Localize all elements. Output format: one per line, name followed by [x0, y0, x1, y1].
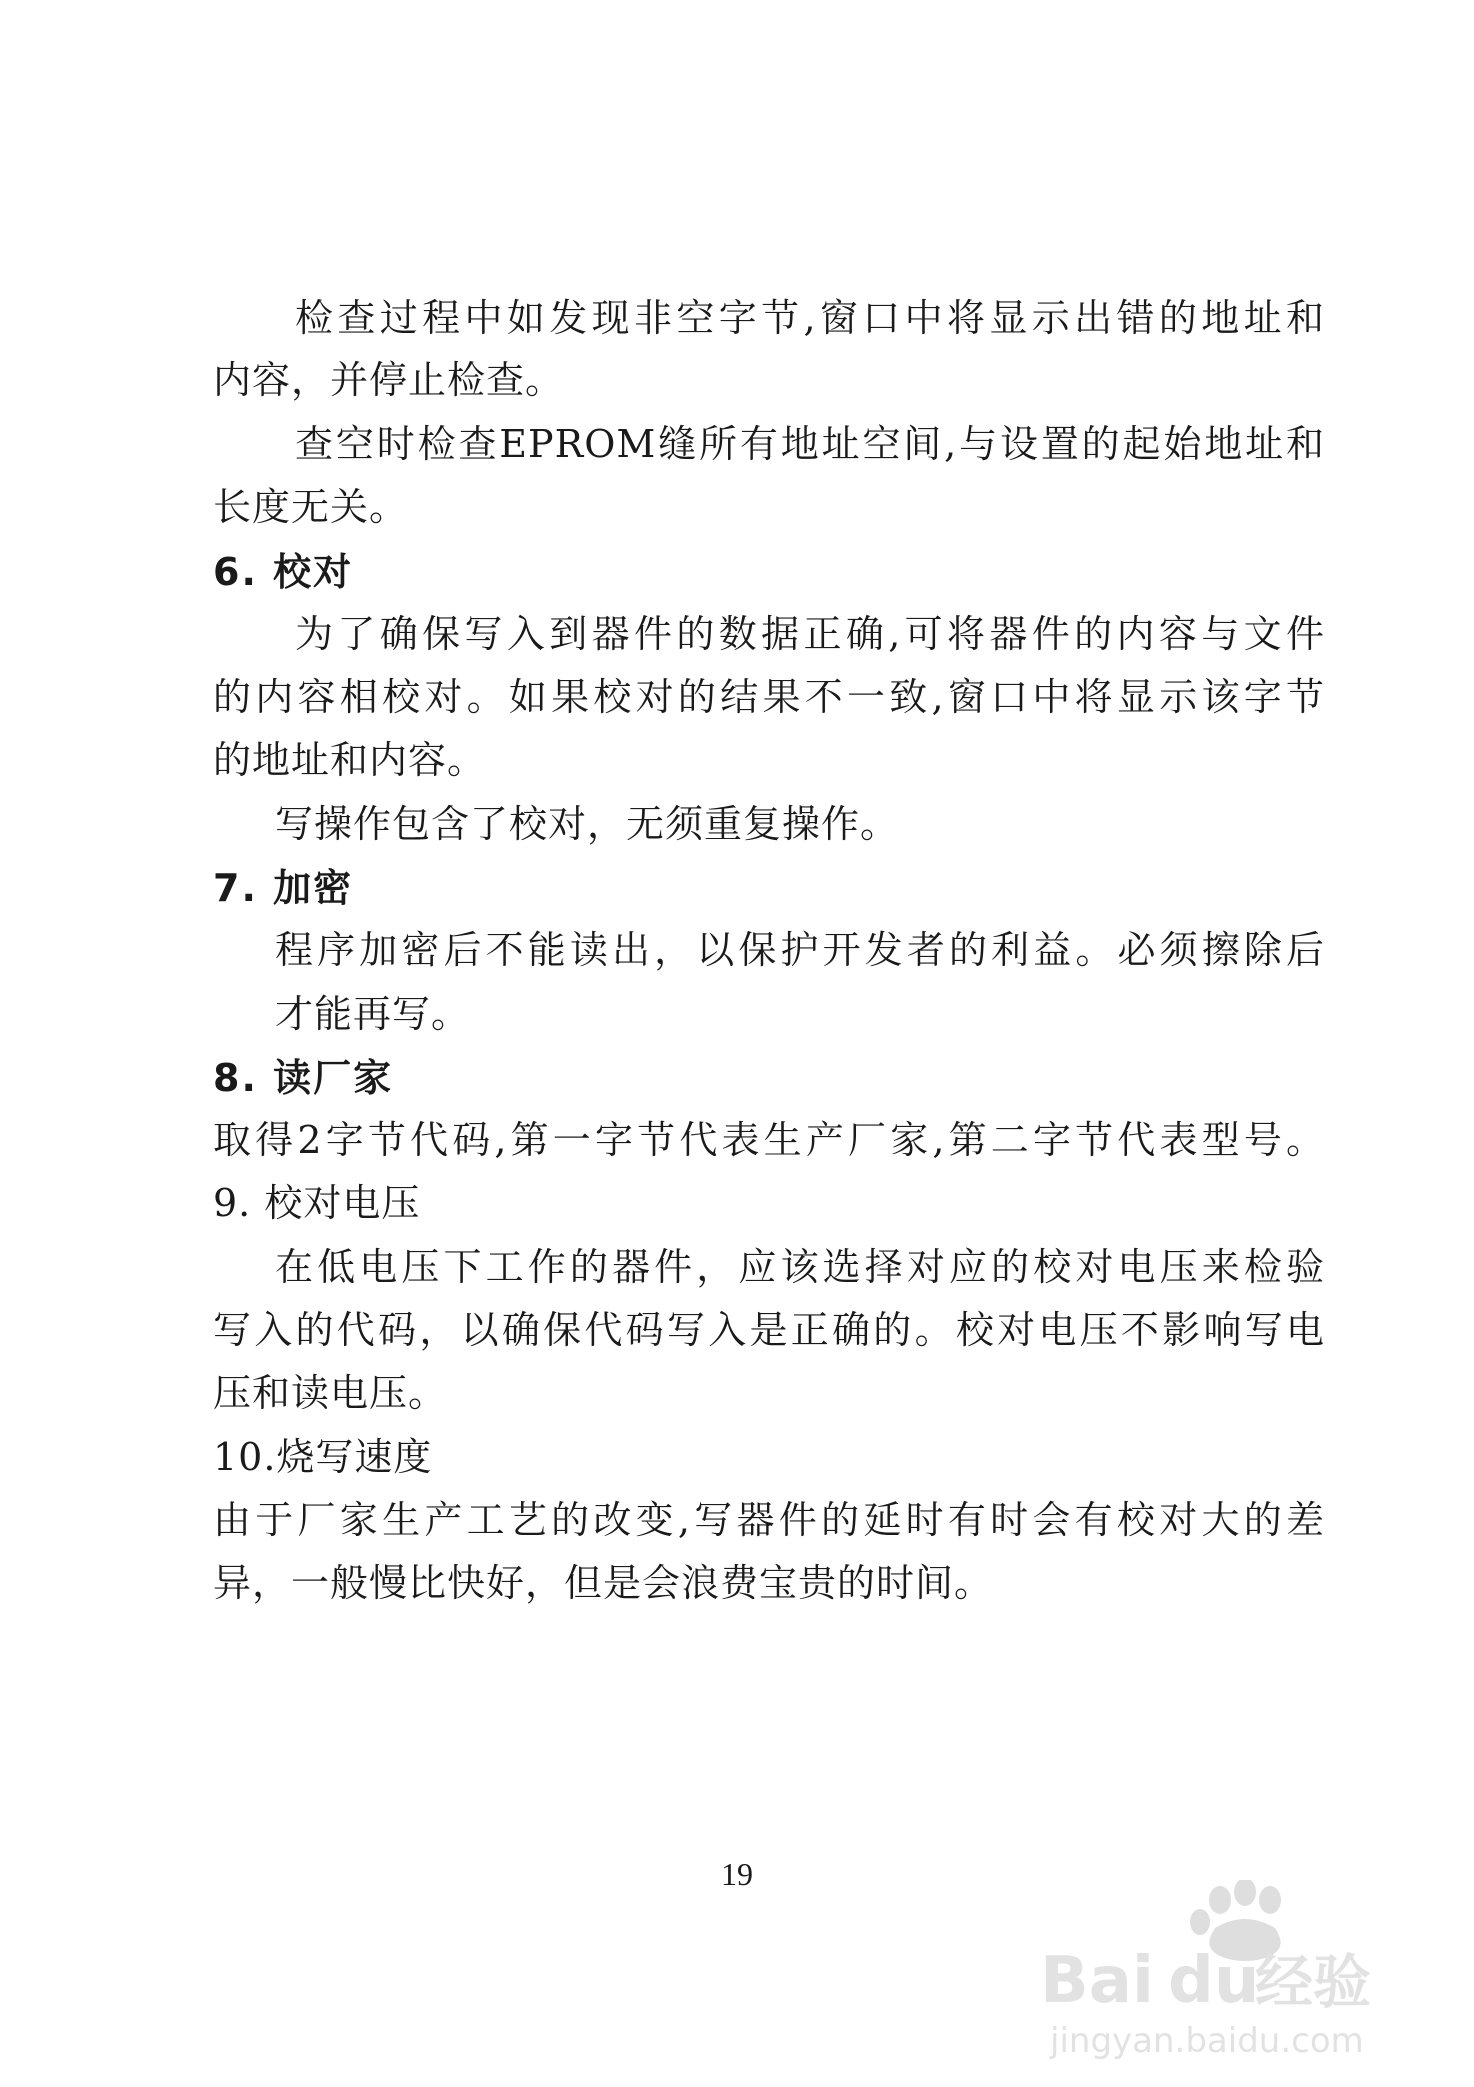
section-heading: 10.烧写速度 — [213, 1435, 433, 1479]
page-number: 19 — [721, 1856, 753, 1892]
paragraph-line: 长度无关。 — [213, 485, 409, 529]
brand-text: Bai — [1040, 1944, 1154, 2018]
paragraph-line: 由于厂家生产工艺的改变,写器件的延时有时会有校对大的差 — [213, 1498, 1325, 1542]
paragraph-line: 压和读电压。 — [213, 1371, 448, 1415]
watermark-url: jingyan.baidu.com — [1050, 2021, 1364, 2061]
paragraph-line: 内容，并停止检查。 — [213, 358, 565, 402]
paragraph-line: 才能再写。 — [275, 992, 471, 1036]
brand-text-2: du — [1168, 1944, 1260, 2018]
paragraph-line: 的地址和内容。 — [213, 738, 487, 782]
paragraph-line: 取得2字节代码,第一字节代表生产厂家,第二字节代表型号。 — [213, 1118, 1325, 1162]
paragraph-line: 为了确保写入到器件的数据正确,可将器件的内容与文件 — [295, 612, 1325, 656]
paragraph-line: 检查过程中如发现非空字节,窗口中将显示出错的地址和 — [295, 296, 1325, 340]
paragraph-line: 在低电压下工作的器件，应该选择对应的校对电压来检验 — [275, 1245, 1325, 1289]
paragraph-line: 写操作包含了校对，无须重复操作。 — [275, 802, 900, 846]
brand-cn-text: 经验 — [1255, 1948, 1372, 2016]
section-heading: 9. 校对电压 — [213, 1181, 421, 1225]
paragraph-line: 异，一般慢比快好，但是会浪费宝贵的时间。 — [213, 1561, 994, 1605]
paragraph-line: 程序加密后不能读出，以保护开发者的利益。必须擦除后 — [275, 928, 1325, 972]
paragraph-line: 查空时检查EPROM缝所有地址空间,与设置的起始地址和 — [295, 422, 1325, 466]
baidu-jingyan-watermark — [1040, 1880, 1440, 2070]
section-heading: 7. 加密 — [213, 866, 354, 910]
section-heading: 6. 校对 — [213, 550, 354, 594]
paragraph-line: 的内容相校对。如果校对的结果不一致,窗口中将显示该字节 — [213, 675, 1325, 719]
paragraph-line: 写入的代码，以确保代码写入是正确的。校对电压不影响写电 — [213, 1308, 1325, 1352]
section-heading: 8. 读厂家 — [213, 1056, 394, 1100]
